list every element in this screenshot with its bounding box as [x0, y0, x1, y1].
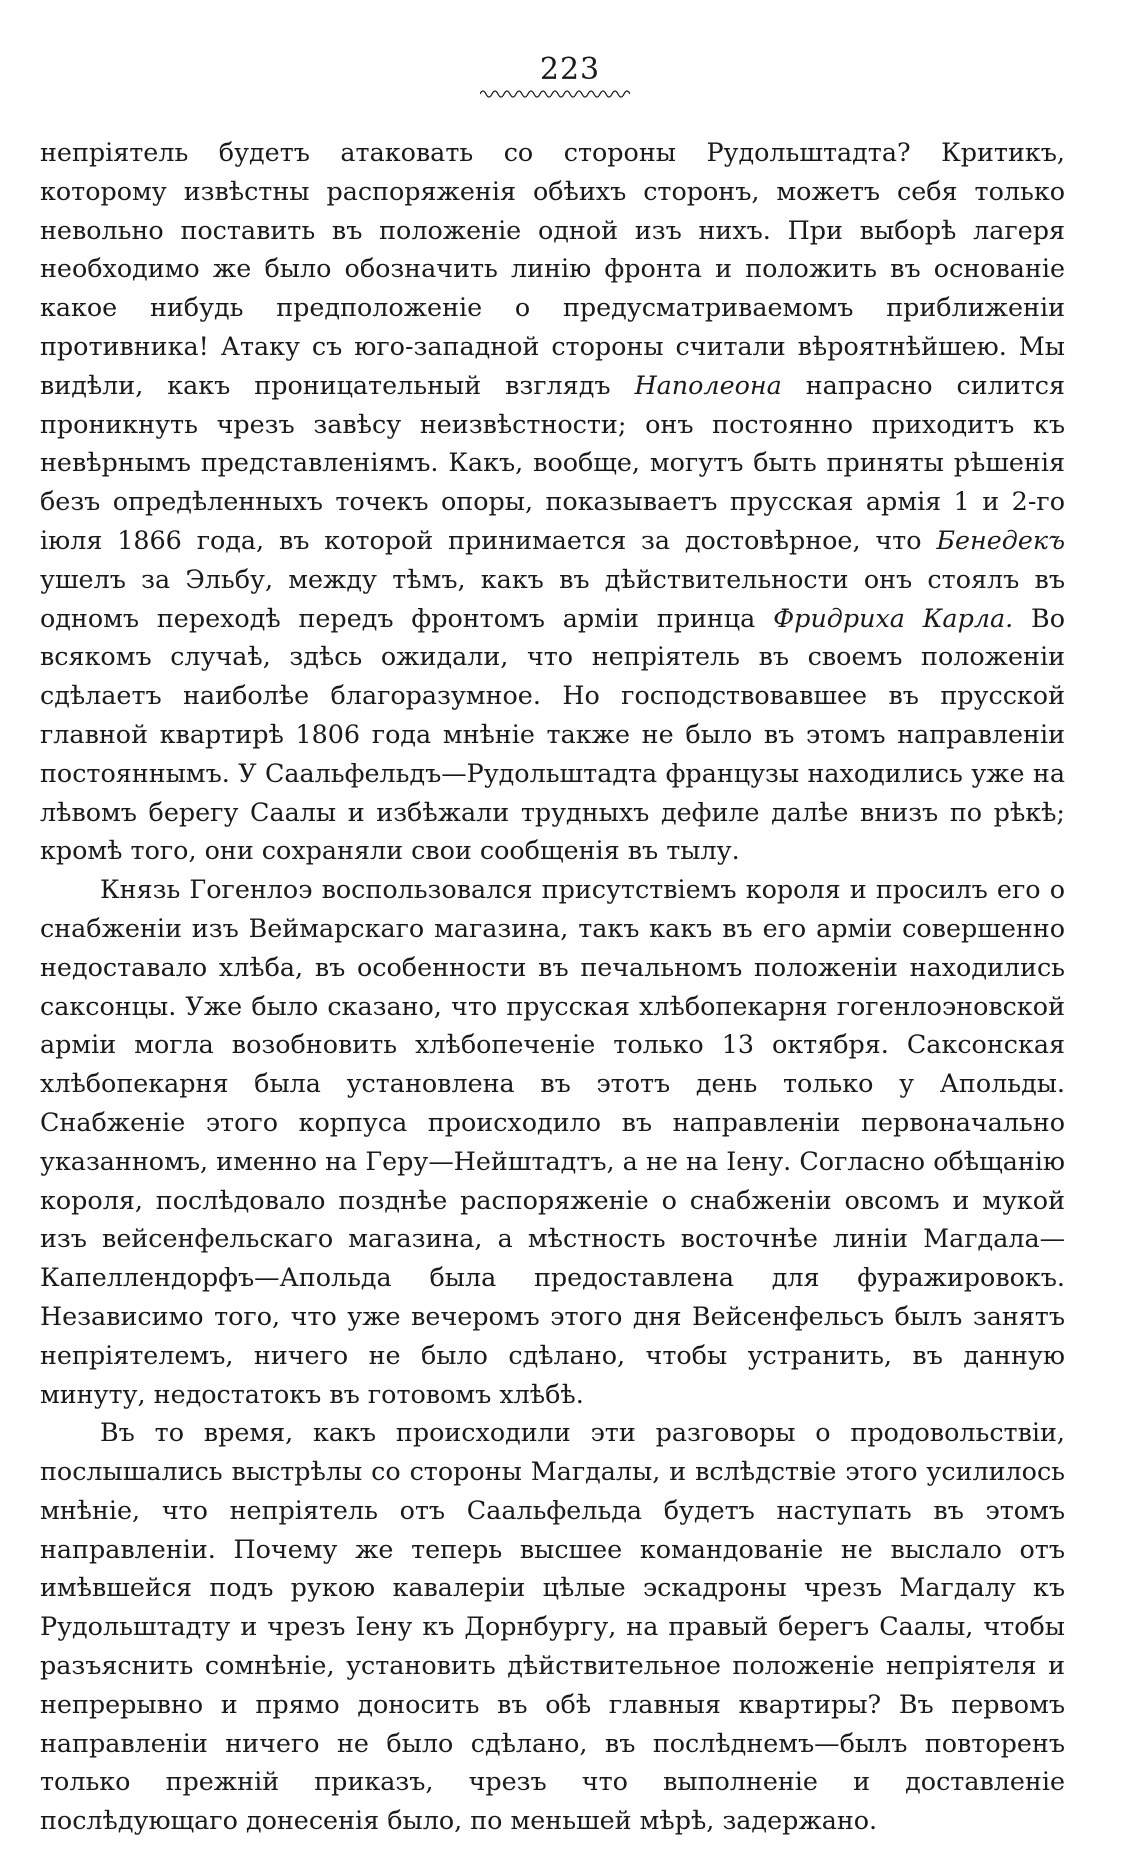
paragraph — [40, 870, 1065, 1413]
paragraph-text: ушелъ за Эльбу, между тѣмъ, какъ въ дѣйствительности онъ стоялъ въ одномъ переходѣ передъ фронтомъ арміи принца — [40, 563, 1065, 633]
paragraph — [40, 133, 1065, 870]
paragraph — [40, 1413, 1065, 1840]
wavy-rule-ornament — [480, 88, 630, 100]
body-text — [40, 133, 1065, 1840]
paragraph-text: напрасно силится проникнуть чрезъ завѣсу неизвѣстности; онъ постоянно приходитъ къ невѣрнымъ представленіямъ. Какъ, вообще, могутъ быть приняты рѣшенія безъ опредѣленныхъ точекъ опоры, показываетъ прусская армія 1 и 2-го іюля 1866 года, въ которой принимается за достовѣрное, что — [40, 369, 1065, 555]
paragraph-text: Князь Гогенлоэ воспользовался присутствіемъ короля и просилъ его о снабженіи изъ Веймарскаго магазина, такъ какъ въ его арміи совершенно недоставало хлѣба, въ особенности въ печальномъ положеніи находились саксонцы. Уже было сказано, что прусская хлѣбопекарня гогенлоэновской арміи могла возобновить хлѣбопеченіе только 13 октября. Саксонская хлѣбопекарня была установлена въ этотъ день только у Апольды. Снабженіе этого корпуса происходило въ направленіи первоначально указанномъ, именно на Геру—Нейштадтъ, а не на Іену. Согласно обѣщанію короля, послѣдовало позднѣе распоряженіе о снабженіи овсомъ и мукой изъ вейсенфельскаго магазина, а мѣстность восточнѣе линіи Магдала—Капеллендорфъ—Апольда была предоставлена для фуражировокъ. Независимо того, что уже вечеромъ этого дня Вейсенфельсъ былъ занятъ непріятелемъ, ничего не было сдѣлано, чтобы устранить, въ данную минуту, недостатокъ въ готовомъ хлѣбѣ. — [40, 874, 1065, 1409]
paragraph-text: непріятель будетъ атаковать со стороны Рудольштадта? Критикъ, которому извѣстны распоряженія обѣихъ сторонъ, можетъ себя только невольно поставить въ положеніе одной изъ нихъ. При выборѣ лагеря необходимо же было обозначить линію фронта и положить въ основаніе какое нибудь предположеніе о предусматриваемомъ приближеніи противника! Атаку съ юго-западной стороны считали вѣроятнѣйшею. Мы видѣли, какъ проницательный взглядъ — [40, 137, 1065, 400]
emphasized-name: Наполеона — [634, 369, 782, 400]
page-number: 223 — [539, 52, 601, 87]
paragraph-text: Въ то время, какъ происходили эти разговоры о продовольствіи, послышались выстрѣлы со стороны Магдалы, и вслѣдствіе этого усилилось мнѣніе, что непріятель отъ Саальфельда будетъ наступать въ этомъ направленіи. Почему же теперь высшее командованіе не выслало отъ имѣвшейся подъ рукою кавалеріи цѣлые эскадроны чрезъ Магдалу къ Рудольштадту и чрезъ Іену къ Дорнбургу, на правый берегъ Саалы, чтобы разъяснить сомнѣніе, установить дѣйствительное положеніе непріятеля и непрерывно и прямо доносить въ обѣ главныя квартиры? Въ первомъ направленіи ничего не было сдѣлано, въ послѣднемъ—былъ повторенъ только прежній приказъ, чрезъ что выполненіе и доставленіе послѣдующаго донесенія было, по меньшей мѣрѣ, задержано. — [40, 1417, 1065, 1836]
emphasized-name: Фридриха Карла. — [773, 602, 1014, 633]
emphasized-name: Бенедекъ — [936, 524, 1065, 555]
paragraph-text: Во всякомъ случаѣ, здѣсь ожидали, что непріятель въ своемъ положеніи сдѣлаетъ наиболѣе благоразумное. Но господствовавшее въ прусской главной квартирѣ 1806 года мнѣніе также не было въ этомъ направленіи постояннымъ. У Саальфельдъ—Рудольштадта французы находились уже на лѣвомъ берегу Саалы и избѣжали трудныхъ дефиле далѣе внизъ по рѣкѣ; кромѣ того, они сохраняли свои сообщенія въ тылу. — [40, 602, 1065, 866]
